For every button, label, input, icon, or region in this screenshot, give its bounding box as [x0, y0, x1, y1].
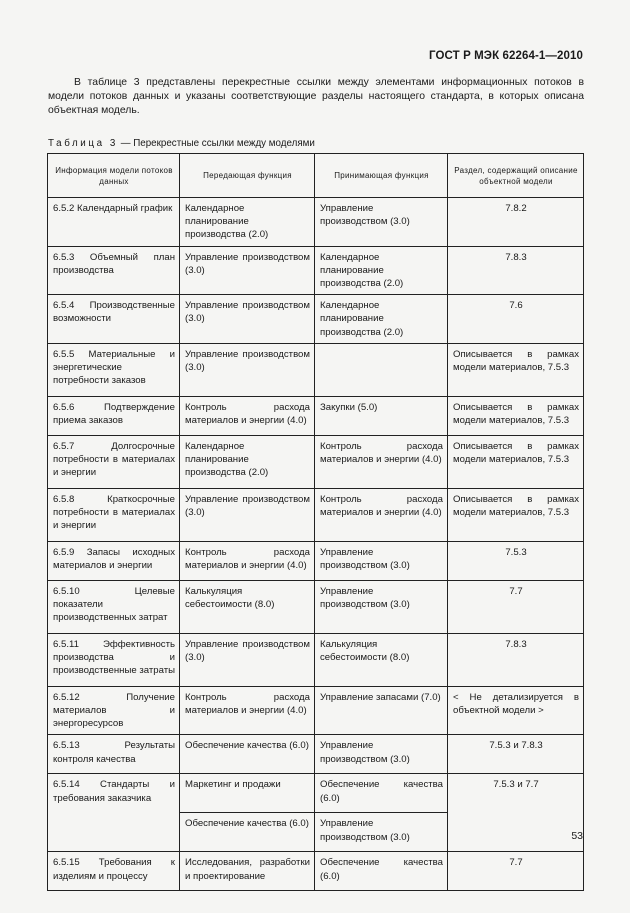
dataflow-cell: 6.5.10 Целевые показатели производственных затрат — [48, 580, 180, 633]
sender-cell: Исследования, разработки и проектирование — [180, 852, 315, 891]
table-row — [48, 686, 584, 735]
dataflow-cell: 6.5.11 Эффективность производства и производственные затраты — [48, 633, 180, 686]
table-row — [48, 343, 584, 396]
table-row — [48, 198, 584, 247]
section-cell: Описывается в рамках модели материалов, 7.5.3 — [448, 396, 584, 435]
page-number: 53 — [571, 830, 583, 842]
receiver-cell: Контроль расхода материалов и энергии (4.0) — [315, 488, 448, 541]
receiver-cell: Калькуляция себестоимости (8.0) — [315, 633, 448, 686]
table-row — [48, 246, 584, 295]
dataflow-cell: 6.5.13 Результаты контроля качества — [48, 735, 180, 774]
table-row — [48, 735, 584, 774]
dataflow-cell: 6.5.9 Запасы исходных материалов и энергии — [48, 541, 180, 580]
table-row — [48, 435, 584, 488]
receiver-cell: Обеспечение качества (6.0) — [315, 774, 448, 813]
section-cell: 7.7 — [448, 852, 584, 891]
section-cell: Описывается в рамках модели материалов, 7.5.3 — [448, 488, 584, 541]
section-cell: < Не детализируется в объектной модели > — [448, 686, 584, 735]
dataflow-cell: 6.5.8 Краткосрочные потребности в материалах и энергии — [48, 488, 180, 541]
table-row — [48, 295, 584, 344]
header-receiving-function: Принимающая функция — [315, 154, 448, 198]
table-row — [48, 852, 584, 891]
dataflow-cell: 6.5.2 Календарный график — [48, 198, 180, 247]
intro-paragraph: В таблице 3 представлены перекрестные ссылки между элементами информационных потоков в модели потоков данных и указаны соответствующие разделы настоящего стандарта, в которых описана объектная модель. — [48, 77, 584, 116]
receiver-cell: Календарное планирование производства (2.0) — [315, 295, 448, 344]
receiver-cell: Календарное планирование производства (2.0) — [315, 246, 448, 295]
sender-cell: Управление производством (3.0) — [180, 246, 315, 295]
table-row — [48, 396, 584, 435]
receiver-cell — [315, 343, 448, 396]
receiver-cell: Управление производством (3.0) — [315, 198, 448, 247]
dataflow-cell: 6.5.7 Долгосрочные потребности в материалах и энергии — [48, 435, 180, 488]
sender-cell: Маркетинг и продажи — [180, 774, 315, 813]
sender-cell: Календарное планирование производства (2.0) — [180, 198, 315, 247]
section-cell: 7.6 — [448, 295, 584, 344]
dataflow-cell: 6.5.4 Производственные возможности — [48, 295, 180, 344]
receiver-cell: Закупки (5.0) — [315, 396, 448, 435]
dataflow-cell: 6.5.12 Получение материалов и энергоресурсов — [48, 686, 180, 735]
section-cell: Описывается в рамках модели материалов, 7.5.3 — [448, 435, 584, 488]
receiver-cell: Контроль расхода материалов и энергии (4.0) — [315, 435, 448, 488]
receiver-cell: Обеспечение качества (6.0) — [315, 852, 448, 891]
section-cell: Описывается в рамках модели материалов, 7.5.3 — [448, 343, 584, 396]
sender-cell: Обеспечение качества (6.0) — [180, 813, 315, 852]
table-caption-text: — Перекрестные ссылки между моделями — [117, 138, 315, 149]
receiver-cell: Управление производством (3.0) — [315, 541, 448, 580]
sender-cell: Контроль расхода материалов и энергии (4.0) — [180, 541, 315, 580]
receiver-cell: Управление производством (3.0) — [315, 813, 448, 852]
section-cell: 7.8.3 — [448, 633, 584, 686]
header-sending-function: Передающая функция — [180, 154, 315, 198]
section-cell: 7.7 — [448, 580, 584, 633]
standard-header: ГОСТ Р МЭК 62264-1—2010 — [429, 50, 583, 62]
sender-cell: Обеспечение качества (6.0) — [180, 735, 315, 774]
section-cell: 7.5.3 — [448, 541, 584, 580]
dataflow-cell: 6.5.3 Объемный план производства — [48, 246, 180, 295]
table-row — [48, 633, 584, 686]
dataflow-cell: 6.5.15 Требования к изделиям и процессу — [48, 852, 180, 891]
header-dataflow-info: Информация модели потоков данных — [48, 154, 180, 198]
sender-cell: Управление производством (3.0) — [180, 343, 315, 396]
sender-cell: Калькуляция себестоимости (8.0) — [180, 580, 315, 633]
sender-cell: Контроль расхода материалов и энергии (4.0) — [180, 686, 315, 735]
receiver-cell: Управление производством (3.0) — [315, 735, 448, 774]
header-object-model-section: Раздел, содержащий описание объектной модели — [448, 154, 584, 198]
sender-cell: Управление производством (3.0) — [180, 488, 315, 541]
sender-cell: Контроль расхода материалов и энергии (4.0) — [180, 396, 315, 435]
section-cell: 7.5.3 и 7.7 — [448, 774, 584, 852]
sender-cell: Календарное планирование производства (2.0) — [180, 435, 315, 488]
cross-reference-table — [47, 153, 584, 891]
receiver-cell: Управление производством (3.0) — [315, 580, 448, 633]
section-cell: 7.8.3 — [448, 246, 584, 295]
table-header-row — [48, 154, 584, 198]
table-caption-prefix: Таблица 3 — [48, 138, 118, 149]
sender-cell: Управление производством (3.0) — [180, 633, 315, 686]
table-row — [48, 774, 584, 813]
dataflow-cell: 6.5.6 Подтверждение приема заказов — [48, 396, 180, 435]
section-cell: 7.5.3 и 7.8.3 — [448, 735, 584, 774]
table-row — [48, 488, 584, 541]
dataflow-cell: 6.5.5 Материальные и энергетические потребности заказов — [48, 343, 180, 396]
table-row — [48, 541, 584, 580]
section-cell: 7.8.2 — [448, 198, 584, 247]
receiver-cell: Управление запасами (7.0) — [315, 686, 448, 735]
dataflow-cell: 6.5.14 Стандарты и требования заказчика — [48, 774, 180, 852]
table-row — [48, 580, 584, 633]
table-caption — [48, 138, 315, 149]
sender-cell: Управление производством (3.0) — [180, 295, 315, 344]
